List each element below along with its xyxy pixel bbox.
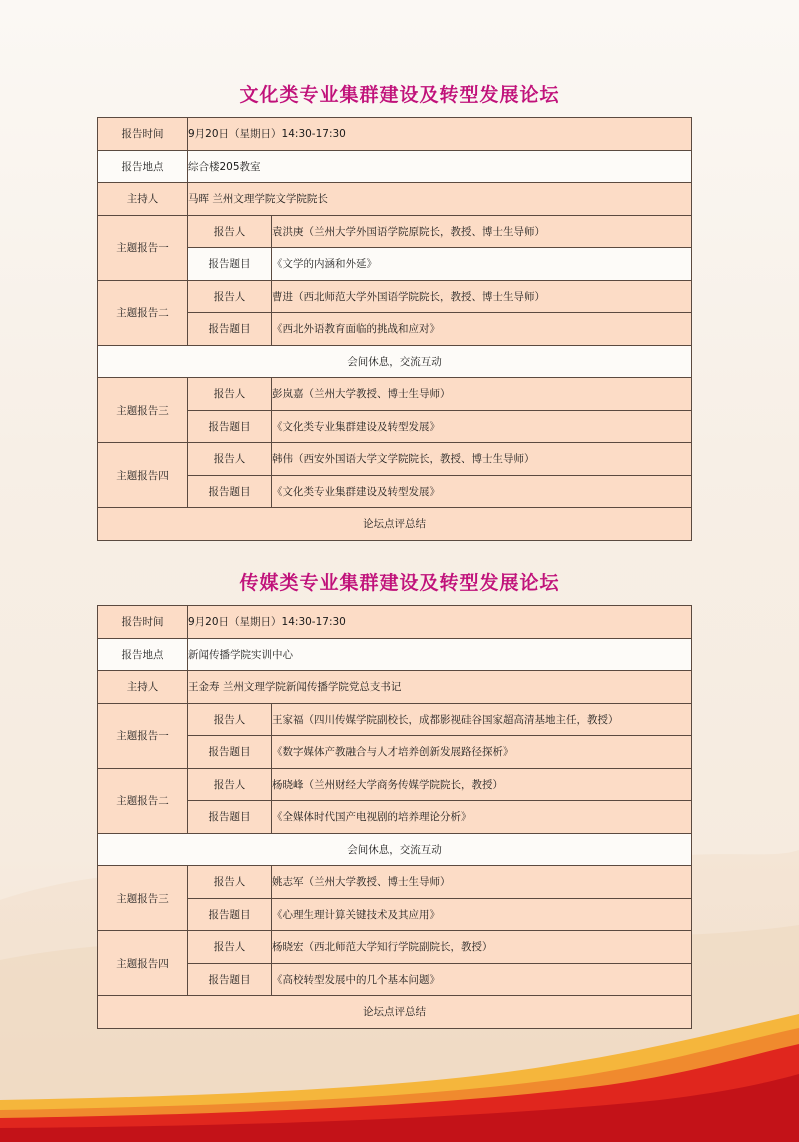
host-value: 马晖 兰州文理学院文学院院长 <box>188 183 692 216</box>
break-row: 会间休息，交流互动 <box>98 345 692 378</box>
table-row <box>98 671 692 704</box>
host-label: 主持人 <box>98 671 188 704</box>
table-row <box>98 931 692 964</box>
speaker-value: 杨晓宏（西北师范大学知行学院副院长，教授） <box>272 931 692 964</box>
closing-row: 论坛点评总结 <box>98 996 692 1029</box>
speaker-value: 袁洪庚（兰州大学外国语学院原院长，教授、博士生导师） <box>272 215 692 248</box>
speaker-label: 报告人 <box>188 378 272 411</box>
report-label: 主题报告三 <box>98 866 188 931</box>
table-row <box>98 150 692 183</box>
topic-label: 报告题目 <box>188 248 272 281</box>
report-label: 主题报告二 <box>98 280 188 345</box>
table-row <box>98 801 692 834</box>
speaker-value: 韩伟（西安外国语大学文学院院长，教授、博士生导师） <box>272 443 692 476</box>
report-label: 主题报告二 <box>98 768 188 833</box>
time-value: 9月20日（星期日）14:30-17:30 <box>188 118 692 151</box>
table-row <box>98 443 692 476</box>
report-label: 主题报告四 <box>98 443 188 508</box>
time-label: 报告时间 <box>98 118 188 151</box>
topic-value: 《全媒体时代国产电视剧的培养理论分析》 <box>272 801 692 834</box>
table-row <box>98 866 692 899</box>
topic-label: 报告题目 <box>188 736 272 769</box>
table-row <box>98 345 692 378</box>
topic-label: 报告题目 <box>188 313 272 346</box>
topic-value: 《文化类专业集群建设及转型发展》 <box>272 475 692 508</box>
topic-value: 《数字媒体产教融合与人才培养创新发展路径探析》 <box>272 736 692 769</box>
topic-value: 《文学的内涵和外延》 <box>272 248 692 281</box>
table-row <box>98 118 692 151</box>
report-label: 主题报告一 <box>98 215 188 280</box>
speaker-label: 报告人 <box>188 931 272 964</box>
speaker-label: 报告人 <box>188 768 272 801</box>
place-label: 报告地点 <box>98 150 188 183</box>
closing-row: 论坛点评总结 <box>98 508 692 541</box>
forum-2-schedule-table <box>97 605 692 1029</box>
speaker-value: 彭岚嘉（兰州大学教授、博士生导师） <box>272 378 692 411</box>
table-row <box>98 475 692 508</box>
place-value: 新闻传播学院实训中心 <box>188 638 692 671</box>
table-row <box>98 508 692 541</box>
table-row <box>98 736 692 769</box>
table-row <box>98 606 692 639</box>
topic-label: 报告题目 <box>188 963 272 996</box>
report-label: 主题报告一 <box>98 703 188 768</box>
table-row <box>98 280 692 313</box>
bottom-red-wave-decoration <box>0 992 799 1142</box>
table-row <box>98 313 692 346</box>
speaker-label: 报告人 <box>188 443 272 476</box>
speaker-value: 曹进（西北师范大学外国语学院院长，教授、博士生导师） <box>272 280 692 313</box>
time-value: 9月20日（星期日）14:30-17:30 <box>188 606 692 639</box>
table-row <box>98 183 692 216</box>
report-label: 主题报告四 <box>98 931 188 996</box>
place-value: 综合楼205教室 <box>188 150 692 183</box>
table-row <box>98 410 692 443</box>
break-row: 会间休息，交流互动 <box>98 833 692 866</box>
speaker-value: 姚志军（兰州大学教授、博士生导师） <box>272 866 692 899</box>
speaker-value: 杨晓峰（兰州财经大学商务传媒学院院长，教授） <box>272 768 692 801</box>
table-row <box>98 833 692 866</box>
topic-label: 报告题目 <box>188 898 272 931</box>
topic-label: 报告题目 <box>188 410 272 443</box>
table-row <box>98 215 692 248</box>
speaker-label: 报告人 <box>188 280 272 313</box>
table-row <box>98 248 692 281</box>
report-label: 主题报告三 <box>98 378 188 443</box>
topic-value: 《高校转型发展中的几个基本问题》 <box>272 963 692 996</box>
table-row <box>98 703 692 736</box>
time-label: 报告时间 <box>98 606 188 639</box>
host-label: 主持人 <box>98 183 188 216</box>
topic-value: 《心理生理计算关键技术及其应用》 <box>272 898 692 931</box>
speaker-label: 报告人 <box>188 866 272 899</box>
forum-2-title: 传媒类专业集群建设及转型发展论坛 <box>239 572 560 594</box>
speaker-label: 报告人 <box>188 703 272 736</box>
topic-value: 《文化类专业集群建设及转型发展》 <box>272 410 692 443</box>
host-value: 王金寿 兰州文理学院新闻传播学院党总支书记 <box>188 671 692 704</box>
table-row <box>98 898 692 931</box>
forum-1-schedule-table <box>97 117 692 541</box>
place-label: 报告地点 <box>98 638 188 671</box>
table-row <box>98 963 692 996</box>
speaker-label: 报告人 <box>188 215 272 248</box>
topic-value: 《西北外语教育面临的挑战和应对》 <box>272 313 692 346</box>
table-row <box>98 378 692 411</box>
topic-label: 报告题目 <box>188 801 272 834</box>
topic-label: 报告题目 <box>188 475 272 508</box>
table-row <box>98 638 692 671</box>
speaker-value: 王家福（四川传媒学院副校长，成都影视硅谷国家超高清基地主任，教授） <box>272 703 692 736</box>
table-row <box>98 768 692 801</box>
forum-1-title: 文化类专业集群建设及转型发展论坛 <box>239 84 560 106</box>
